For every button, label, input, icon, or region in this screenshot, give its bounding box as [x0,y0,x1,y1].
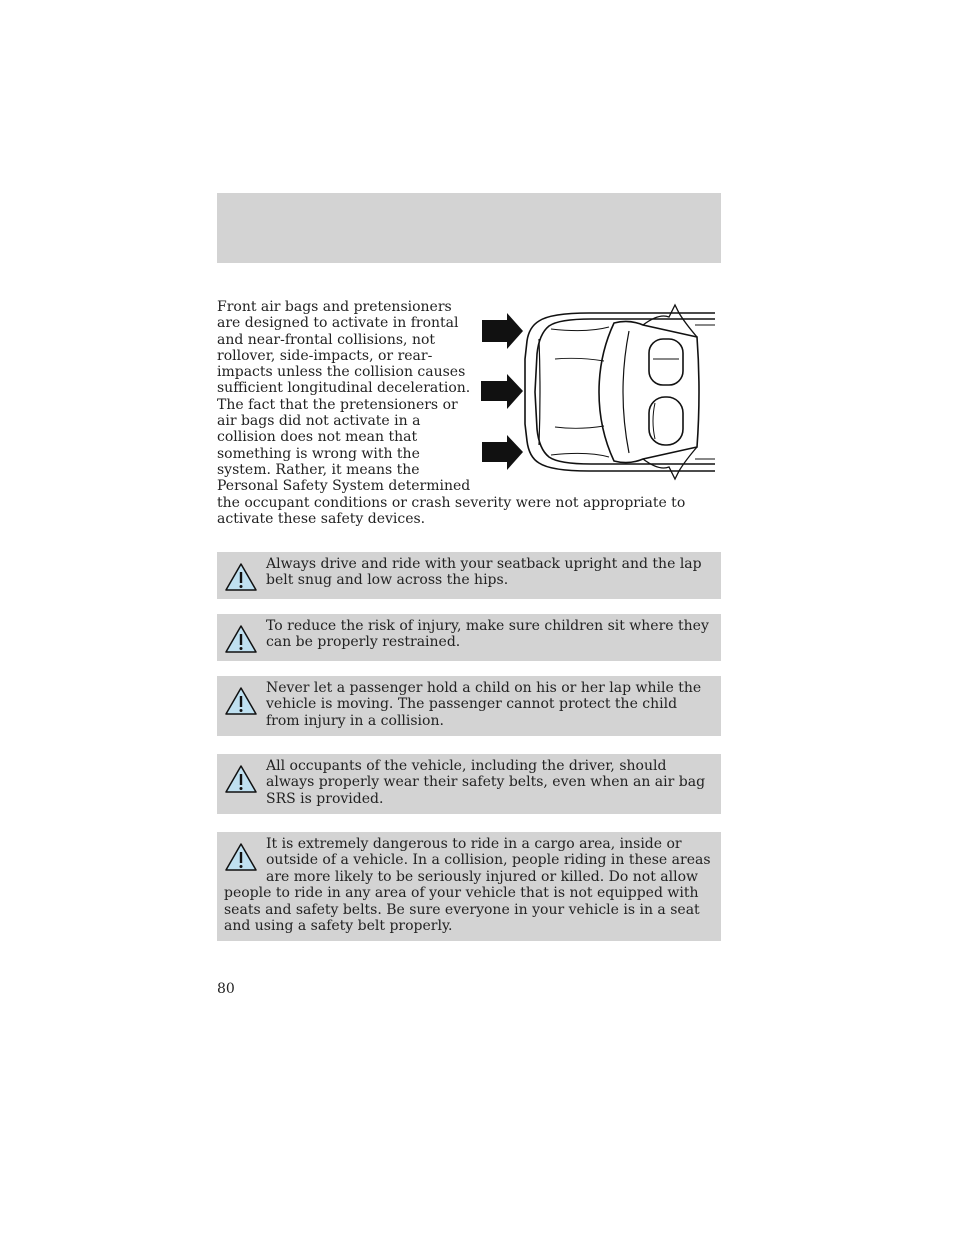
car-top-view-icon [525,305,715,479]
impact-arrow-icon [481,374,523,409]
frontal-impact-car-illustration [479,299,715,489]
warning-box [217,832,721,941]
impact-arrow-icon [482,313,523,349]
section-header-band [217,193,721,263]
warning-text: Always drive and ride with your seatback upright and the lap belt snug and low across the hips. [266,556,702,589]
warning-text: Never let a passenger hold a child on his or her lap while the vehicle is moving. The passenger cannot protect the child from injury in a collision. [266,680,702,729]
intro-section [217,299,707,527]
warning-box [217,754,721,814]
warning-triangle-icon [224,764,258,794]
intro-paragraph: Front air bags and pretensioners are designed to activate in frontal and near-frontal collisions, not rollover, side-impacts, or rear-impacts unless the collision causes sufficient longitudinal deceleration. The fact that the pretensioners or air bags did not activate in a collision does not mean that something is wrong with the system. Rather, it means the Personal Safety System determined the occupant conditions or crash severity were not appropriate to activate these safety devices. [217,299,686,527]
warning-triangle-icon [224,686,258,716]
warning-box [217,614,721,661]
warning-box [217,552,721,599]
page-number: 80 [217,981,235,997]
warning-triangle-icon [224,562,258,592]
warning-text: All occupants of the vehicle, including the driver, should always properly wear their safety belts, even when an air bag SRS is provided. [266,758,706,807]
warning-triangle-icon [224,624,258,654]
warning-box [217,676,721,736]
warning-triangle-icon [224,842,258,872]
warning-text: To reduce the risk of injury, make sure children sit where they can be properly restrained. [266,618,709,651]
warning-text: It is extremely dangerous to ride in a cargo area, inside or outside of a vehicle. In a collision, people riding in these areas are more likely to be seriously injured or killed. Do not allow people to ride in any area of your vehicle that is not equipped with seats and safety belts. Be sure everyone in your vehicle is in a seat and using a safety belt properly. [224,836,711,935]
impact-arrow-icon [482,435,523,470]
